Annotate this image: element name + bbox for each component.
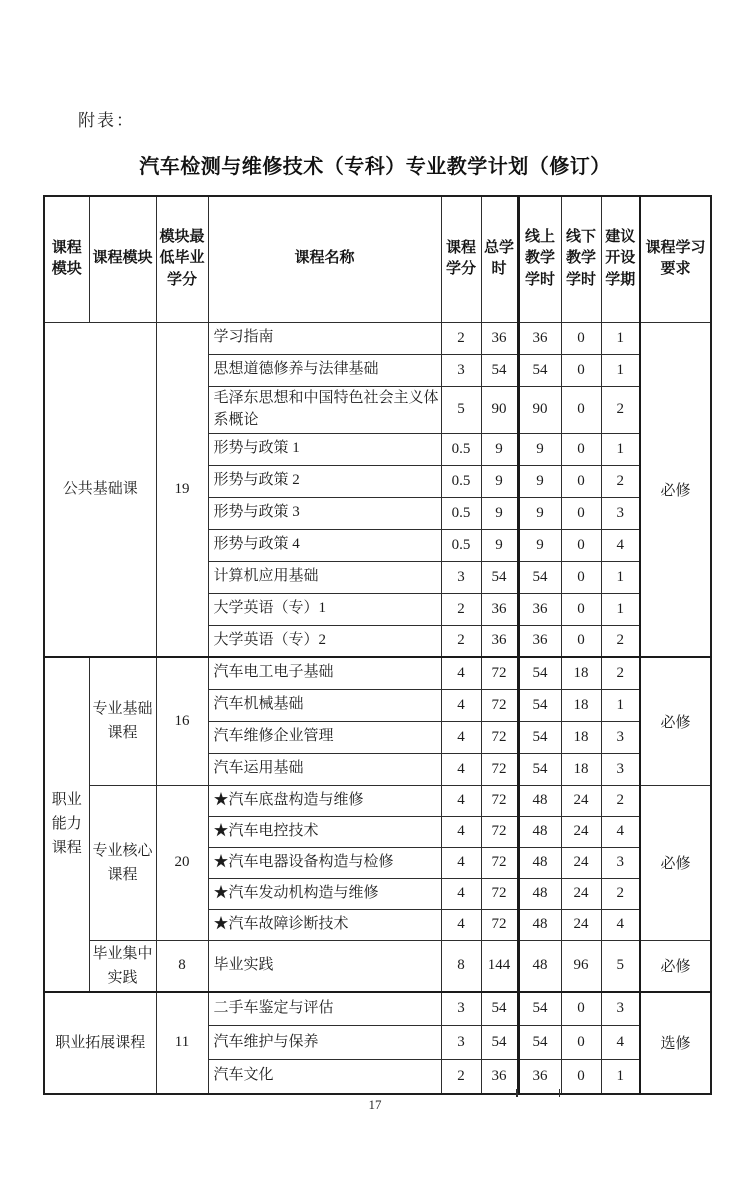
credits-cell: 4 <box>441 753 481 785</box>
page-number: 17 <box>368 1097 382 1112</box>
offline-hours-cell: 0 <box>561 561 601 593</box>
course-name-cell: 大学英语（专）2 <box>208 625 441 657</box>
total-hours-cell: 36 <box>481 593 518 625</box>
course-name-cell: 大学英语（专）1 <box>208 593 441 625</box>
min-credits-cell: 20 <box>156 785 208 940</box>
parent-module-cell: 职业能力课程 <box>44 657 89 992</box>
course-name-cell: 二手车鉴定与评估 <box>208 992 441 1026</box>
col-header-module-2: 课程模块 <box>89 196 156 322</box>
col-header-total-hours: 总学时 <box>481 196 518 322</box>
term-cell: 2 <box>601 657 640 689</box>
col-header-min-credits: 模块最低毕业学分 <box>156 196 208 322</box>
term-cell: 2 <box>601 465 640 497</box>
offline-hours-cell: 18 <box>561 721 601 753</box>
online-hours-cell: 36 <box>518 593 561 625</box>
credits-cell: 0.5 <box>441 529 481 561</box>
requirement-cell: 必修 <box>640 785 711 940</box>
total-hours-cell: 90 <box>481 386 518 433</box>
total-hours-cell: 36 <box>481 625 518 657</box>
course-name-cell: 计算机应用基础 <box>208 561 441 593</box>
online-hours-cell: 54 <box>518 721 561 753</box>
page-annotation: 附表： <box>78 111 135 130</box>
online-hours-cell: 9 <box>518 465 561 497</box>
term-cell: 1 <box>601 354 640 386</box>
term-cell: 4 <box>601 1026 640 1060</box>
total-hours-cell: 9 <box>481 529 518 561</box>
offline-hours-cell: 0 <box>561 1026 601 1060</box>
offline-hours-cell: 0 <box>561 354 601 386</box>
course-name-cell: ★汽车电器设备构造与检修 <box>208 847 441 878</box>
offline-hours-cell: 24 <box>561 847 601 878</box>
offline-hours-cell: 0 <box>561 529 601 561</box>
term-cell: 3 <box>601 721 640 753</box>
term-cell: 5 <box>601 940 640 992</box>
online-hours-cell: 54 <box>518 689 561 721</box>
requirement-cell: 必修 <box>640 940 711 992</box>
offline-hours-cell: 0 <box>561 1060 601 1094</box>
credits-cell: 2 <box>441 625 481 657</box>
online-hours-cell: 36 <box>518 625 561 657</box>
term-cell: 1 <box>601 561 640 593</box>
module-cell: 职业拓展课程 <box>44 992 156 1094</box>
term-cell: 2 <box>601 625 640 657</box>
course-name-cell: ★汽车故障诊断技术 <box>208 909 441 940</box>
offline-hours-cell: 0 <box>561 625 601 657</box>
term-cell: 1 <box>601 689 640 721</box>
course-name-cell: 学习指南 <box>208 322 441 354</box>
col-header-module-1: 课程模块 <box>44 196 89 322</box>
online-hours-cell: 48 <box>518 940 561 992</box>
course-name-cell: 汽车维护与保养 <box>208 1026 441 1060</box>
total-hours-cell: 72 <box>481 878 518 909</box>
offline-hours-cell: 24 <box>561 785 601 816</box>
term-cell: 3 <box>601 497 640 529</box>
credits-cell: 4 <box>441 909 481 940</box>
course-row <box>44 785 711 816</box>
credits-cell: 3 <box>441 1026 481 1060</box>
online-hours-cell: 54 <box>518 657 561 689</box>
offline-hours-cell: 0 <box>561 465 601 497</box>
credits-cell: 4 <box>441 847 481 878</box>
submodule-cell: 毕业集中实践 <box>89 940 156 992</box>
page-title: 汽车检测与维修技术（专科）专业教学计划（修订） <box>139 156 611 178</box>
online-hours-cell: 48 <box>518 878 561 909</box>
course-name-cell: 汽车机械基础 <box>208 689 441 721</box>
online-hours-cell: 54 <box>518 354 561 386</box>
min-credits-cell: 8 <box>156 940 208 992</box>
total-hours-cell: 54 <box>481 992 518 1026</box>
course-name-cell: 形势与政策 2 <box>208 465 441 497</box>
course-name-cell: 形势与政策 4 <box>208 529 441 561</box>
offline-hours-cell: 24 <box>561 816 601 847</box>
credits-cell: 0.5 <box>441 497 481 529</box>
total-hours-cell: 72 <box>481 721 518 753</box>
col-header-suggested-term: 建议开设学期 <box>601 196 640 322</box>
course-name-cell: 汽车维修企业管理 <box>208 721 441 753</box>
online-hours-cell: 48 <box>518 847 561 878</box>
term-cell: 1 <box>601 322 640 354</box>
total-hours-cell: 72 <box>481 689 518 721</box>
offline-hours-cell: 18 <box>561 689 601 721</box>
offline-hours-cell: 18 <box>561 753 601 785</box>
credits-cell: 0.5 <box>441 465 481 497</box>
term-cell: 3 <box>601 992 640 1026</box>
total-hours-cell: 72 <box>481 816 518 847</box>
min-credits-cell: 16 <box>156 657 208 785</box>
course-name-cell: 汽车电工电子基础 <box>208 657 441 689</box>
requirement-cell: 必修 <box>640 657 711 785</box>
total-hours-cell: 72 <box>481 909 518 940</box>
credits-cell: 5 <box>441 386 481 433</box>
course-name-cell: ★汽车电控技术 <box>208 816 441 847</box>
course-row <box>44 940 711 992</box>
credits-cell: 2 <box>441 1060 481 1094</box>
credits-cell: 2 <box>441 593 481 625</box>
col-header-online-hours: 线上教学学时 <box>518 196 561 322</box>
credits-cell: 2 <box>441 322 481 354</box>
course-row <box>44 657 711 689</box>
online-hours-cell: 54 <box>518 753 561 785</box>
online-hours-cell: 90 <box>518 386 561 433</box>
col-header-course-credits: 课程学分 <box>441 196 481 322</box>
credits-cell: 3 <box>441 354 481 386</box>
min-credits-cell: 11 <box>156 992 208 1094</box>
term-cell: 1 <box>601 593 640 625</box>
online-hours-cell: 48 <box>518 785 561 816</box>
col-header-course-name: 课程名称 <box>208 196 441 322</box>
credits-cell: 3 <box>441 992 481 1026</box>
online-hours-cell: 54 <box>518 992 561 1026</box>
offline-hours-cell: 0 <box>561 593 601 625</box>
offline-hours-cell: 0 <box>561 497 601 529</box>
course-name-cell: 思想道德修养与法律基础 <box>208 354 441 386</box>
submodule-cell: 专业基础课程 <box>89 657 156 785</box>
online-hours-cell: 9 <box>518 433 561 465</box>
online-hours-cell: 54 <box>518 1026 561 1060</box>
table-continuation-stub <box>516 1089 518 1097</box>
course-row <box>44 322 711 354</box>
online-hours-cell: 54 <box>518 561 561 593</box>
total-hours-cell: 36 <box>481 322 518 354</box>
total-hours-cell: 144 <box>481 940 518 992</box>
col-header-offline-hours: 线下教学学时 <box>561 196 601 322</box>
total-hours-cell: 54 <box>481 354 518 386</box>
total-hours-cell: 54 <box>481 561 518 593</box>
online-hours-cell: 9 <box>518 529 561 561</box>
credits-cell: 4 <box>441 816 481 847</box>
submodule-cell: 专业核心课程 <box>89 785 156 940</box>
credits-cell: 4 <box>441 689 481 721</box>
total-hours-cell: 9 <box>481 465 518 497</box>
credits-cell: 8 <box>441 940 481 992</box>
offline-hours-cell: 0 <box>561 386 601 433</box>
offline-hours-cell: 24 <box>561 878 601 909</box>
total-hours-cell: 54 <box>481 1026 518 1060</box>
term-cell: 2 <box>601 878 640 909</box>
term-cell: 4 <box>601 909 640 940</box>
term-cell: 4 <box>601 816 640 847</box>
total-hours-cell: 72 <box>481 847 518 878</box>
requirement-cell: 必修 <box>640 322 711 657</box>
term-cell: 2 <box>601 785 640 816</box>
col-header-requirement: 课程学习要求 <box>640 196 711 322</box>
course-name-cell: 形势与政策 1 <box>208 433 441 465</box>
term-cell: 2 <box>601 386 640 433</box>
course-name-cell: ★汽车底盘构造与维修 <box>208 785 441 816</box>
term-cell: 4 <box>601 529 640 561</box>
curriculum-table <box>43 195 712 1095</box>
term-cell: 1 <box>601 433 640 465</box>
requirement-cell: 选修 <box>640 992 711 1094</box>
min-credits-cell: 19 <box>156 322 208 657</box>
offline-hours-cell: 0 <box>561 433 601 465</box>
credits-cell: 4 <box>441 878 481 909</box>
course-name-cell: 汽车文化 <box>208 1060 441 1094</box>
course-name-cell: 毛泽东思想和中国特色社会主义体系概论 <box>208 386 441 433</box>
offline-hours-cell: 0 <box>561 992 601 1026</box>
credits-cell: 4 <box>441 721 481 753</box>
term-cell: 1 <box>601 1060 640 1094</box>
credits-cell: 3 <box>441 561 481 593</box>
credits-cell: 4 <box>441 657 481 689</box>
offline-hours-cell: 18 <box>561 657 601 689</box>
offline-hours-cell: 24 <box>561 909 601 940</box>
total-hours-cell: 36 <box>481 1060 518 1094</box>
module-cell: 公共基础课 <box>44 322 156 657</box>
term-cell: 3 <box>601 753 640 785</box>
online-hours-cell: 36 <box>518 322 561 354</box>
course-name-cell: 形势与政策 3 <box>208 497 441 529</box>
course-name-cell: 毕业实践 <box>208 940 441 992</box>
credits-cell: 0.5 <box>441 433 481 465</box>
credits-cell: 4 <box>441 785 481 816</box>
header-row <box>44 196 711 322</box>
total-hours-cell: 72 <box>481 753 518 785</box>
course-row <box>44 992 711 1026</box>
total-hours-cell: 9 <box>481 497 518 529</box>
total-hours-cell: 72 <box>481 785 518 816</box>
course-name-cell: 汽车运用基础 <box>208 753 441 785</box>
online-hours-cell: 48 <box>518 816 561 847</box>
total-hours-cell: 9 <box>481 433 518 465</box>
offline-hours-cell: 96 <box>561 940 601 992</box>
online-hours-cell: 48 <box>518 909 561 940</box>
offline-hours-cell: 0 <box>561 322 601 354</box>
online-hours-cell: 9 <box>518 497 561 529</box>
total-hours-cell: 72 <box>481 657 518 689</box>
online-hours-cell: 36 <box>518 1060 561 1094</box>
term-cell: 3 <box>601 847 640 878</box>
course-name-cell: ★汽车发动机构造与维修 <box>208 878 441 909</box>
table-continuation-stub <box>559 1089 560 1097</box>
